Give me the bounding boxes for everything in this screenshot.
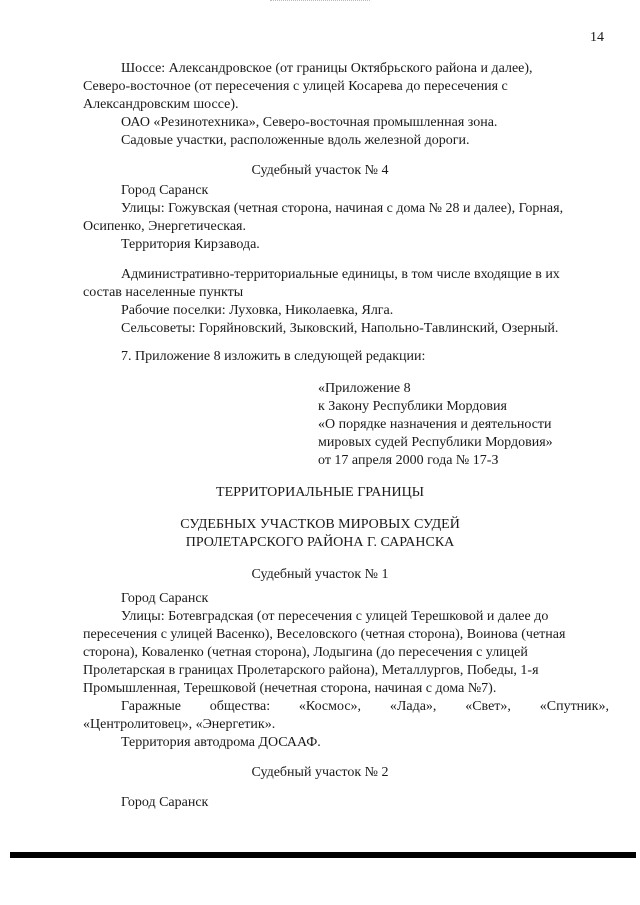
text-line: Территория Кирзавода. <box>121 237 260 252</box>
appendix-line: от 17 апреля 2000 года № 17-З <box>318 453 499 468</box>
city-label: Город Саранск <box>121 795 209 810</box>
word: Гаражные <box>121 699 181 714</box>
word: «Космос», <box>298 699 362 714</box>
text-line: Северо-восточное (от пересечения с улицей Косарева до пересечения с <box>83 79 508 94</box>
text-line: Садовые участки, расположенные вдоль железной дороги. <box>121 133 470 148</box>
text-line: Улицы: Ботевградская (от пересечения с улицей Терешковой и далее до <box>121 609 549 624</box>
page-bottom-rule <box>10 852 636 858</box>
appendix-line: мировых судей Республики Мордовия» <box>318 435 553 450</box>
text-line: пересечения с улицей Васенко), Веселовского (четная сторона), Воинова (четная <box>83 627 566 642</box>
section-title: Судебный участок № 2 <box>251 765 389 780</box>
text-line: сторона), Коваленко (четная сторона), Лодыгина (до пересечения с улицей <box>83 645 528 660</box>
section-title: Судебный участок № 4 <box>251 163 389 178</box>
word: «Спутник», <box>539 699 609 714</box>
text-line: Рабочие поселки: Луховка, Николаевка, Ялга. <box>121 303 394 318</box>
text-line <box>83 60 603 78</box>
appendix-line: к Закону Республики Мордовия <box>318 399 507 414</box>
page-number: 14 <box>590 30 604 45</box>
text-line: Александровским шоссе). <box>83 97 239 112</box>
appendix-line: «Приложение 8 <box>318 381 411 396</box>
item-7: 7. Приложение 8 изложить в следующей редакции: <box>121 349 426 364</box>
text-line: Улицы: Гожувская (четная сторона, начиная с дома № 28 и далее), Горная, <box>121 201 564 216</box>
line-text: Шоссе: Александровское (от границы Октябрьского района и далее), <box>121 61 533 76</box>
heading-line: ПРОЛЕТАРСКОГО РАЙОНА Г. САРАНСКА <box>185 535 455 550</box>
text-line: Административно-территориальные единицы, в том числе входящие в их <box>121 267 560 282</box>
scan-artifact <box>270 0 370 4</box>
text-line: «Центролитовец», «Энергетик». <box>83 717 276 732</box>
text-line: Осипенко, Энергетическая. <box>83 219 246 234</box>
city-label: Город Саранск <box>121 183 209 198</box>
appendix-line: «О порядке назначения и деятельности <box>318 417 552 432</box>
city-label: Город Саранск <box>121 591 209 606</box>
garage-line <box>121 698 609 716</box>
text-line: Территория автодрома ДОСААФ. <box>121 735 321 750</box>
text-line: состав населенные пункты <box>83 285 244 300</box>
word: общества: <box>209 699 271 714</box>
heading-line: ТЕРРИТОРИАЛЬНЫЕ ГРАНИЦЫ <box>216 485 424 500</box>
text-line: Промышленная, Терешковой (нечетная сторона, начиная с дома №7). <box>83 681 497 696</box>
word: «Свет», <box>465 699 511 714</box>
text-line: Сельсоветы: Горяйновский, Зыковский, Напольно-Тавлинский, Озерный. <box>121 321 559 336</box>
heading-line: СУДЕБНЫХ УЧАСТКОВ МИРОВЫХ СУДЕЙ <box>180 517 460 532</box>
text-line: Пролетарская в границах Пролетарского района), Металлургов, Победы, 1-я <box>83 663 539 678</box>
section-title: Судебный участок № 1 <box>251 567 389 582</box>
word: «Лада», <box>389 699 437 714</box>
text-line: ОАО «Резинотехника», Северо-восточная промышленная зона. <box>121 115 498 130</box>
